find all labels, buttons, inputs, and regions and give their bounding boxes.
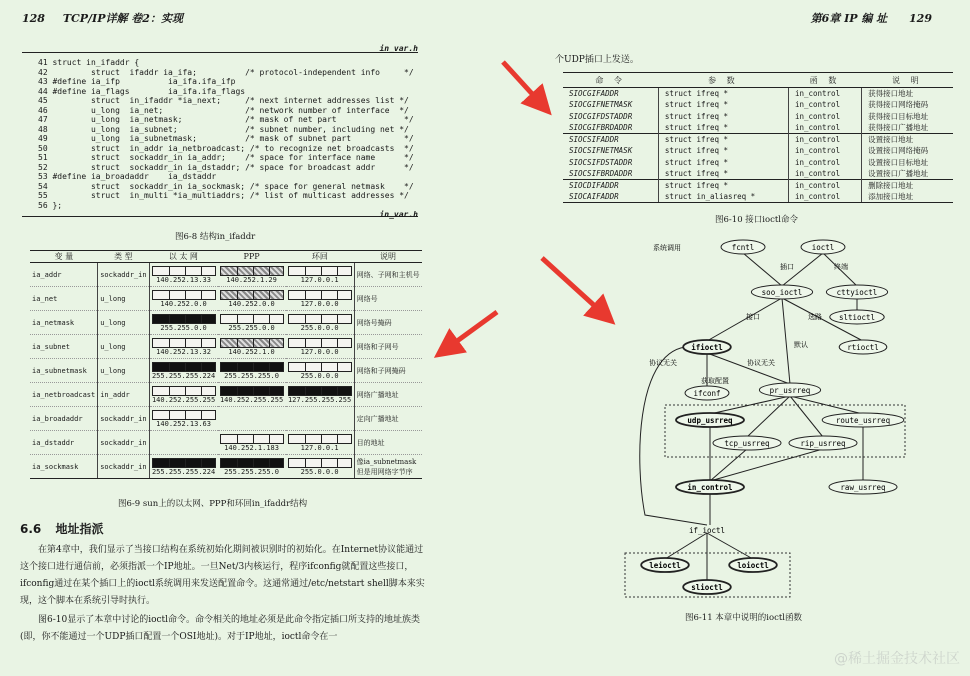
address-value: 255.255.255.224 — [151, 371, 216, 380]
var-name: ia_netbroadcast — [30, 383, 98, 407]
var-name: ia_addr — [30, 263, 98, 287]
address-value: 140.252.13.32 — [156, 347, 211, 356]
fig6-10-row — [563, 134, 953, 146]
var-description: 像ia_subnetmask 但是用网络字节序 — [354, 455, 422, 479]
address-value: 140.252.13.63 — [156, 419, 211, 428]
var-type: u_long — [98, 311, 149, 335]
code-line: 52 struct sockaddr_in ia_dstaddr; /* space for broadcast addr */ — [38, 162, 414, 172]
ioctl-function: in_control — [788, 180, 861, 192]
address-box — [288, 290, 352, 308]
ioctl-description: 删除接口地址 — [862, 180, 953, 192]
code-line: 51 struct sockaddr_in ia_addr; /* space for interface name */ — [38, 153, 414, 162]
fig6-9-row — [30, 407, 422, 431]
address-bytes — [220, 266, 284, 276]
watermark: @稀土掘金技术社区 — [834, 651, 960, 667]
fig6-10-row — [563, 99, 953, 111]
in_control-label: in_control — [687, 483, 733, 492]
address-bytes — [220, 338, 284, 348]
fig6-9-row — [30, 335, 422, 359]
fig6-10-header: 参 数 — [658, 73, 788, 88]
address-bytes — [220, 290, 284, 300]
right-page — [485, 0, 970, 676]
address-bytes — [152, 266, 216, 276]
section-number: 6.6 — [20, 522, 42, 536]
paragraph-2: 图6-10显示了本章中讨论的ioctl命令。命令相关的地址必须是此命令指定插口所支持的地址族类(即，你不能通过一个UDP插口配置一个OSI地址)。对于IP地址，ioctl命令在一 — [20, 615, 421, 642]
fig6-9-header: 说明 — [354, 251, 422, 263]
address-bytes — [220, 386, 284, 396]
if_ioctl-label: if_ioctl — [688, 526, 726, 535]
edge-sock-label: 插口 — [780, 263, 794, 271]
var-description: 网络号 — [354, 287, 422, 311]
address-bytes — [288, 386, 352, 396]
ioctl-command: SIOCSIFNETMASK — [569, 146, 633, 156]
fig6-9-row — [30, 287, 422, 311]
ioctl-argument: struct ifreq * — [658, 145, 788, 157]
address-bytes — [220, 362, 284, 372]
code-line: 53 #define ia_broadaddr ia_dstaddr — [38, 172, 217, 181]
tcp_usrreq-label: tcp_usrreq — [724, 439, 770, 448]
var-description: 网络广播地址 — [354, 383, 422, 407]
address-bytes — [288, 434, 352, 444]
address-bytes — [152, 338, 216, 348]
address-value: 255.255.255.0 — [224, 371, 279, 380]
var-name: ia_subnetmask — [30, 359, 98, 383]
edge-soo_ioctl-pr_usrreq — [782, 298, 790, 384]
ioctl-description: 设置接口地址 — [862, 134, 953, 146]
syscall-label: 系统调用 — [653, 244, 681, 252]
ifconf-label: ifconf — [693, 389, 721, 398]
page-number: 128 — [22, 12, 45, 25]
address-value: 127.0.0.1 — [300, 275, 339, 284]
address-bytes — [152, 386, 216, 396]
ioctl-argument: struct ifreq * — [658, 168, 788, 180]
ioctl-command: SIOCAIFADDR — [563, 191, 658, 203]
address-bytes — [288, 314, 352, 324]
edge-term-label: 终端 — [834, 263, 848, 271]
fig6-10-row — [563, 168, 953, 180]
slioctl-label: slioctl — [691, 583, 723, 592]
ioctl-argument: struct ifreq * — [658, 111, 788, 123]
fig6-10-header: 命 令 — [563, 73, 658, 88]
ioctl-description: 获得接口网络掩码 — [862, 99, 953, 111]
ioctl-argument: struct in_aliasreq * — [658, 191, 788, 203]
var-description: 网络号掩码 — [354, 311, 422, 335]
fcntl-label: fcntl — [731, 243, 755, 252]
code-line: 46 u_long ia_net; /* network number of interface */ — [38, 105, 409, 115]
var-description: 网络、子网和主机号 — [354, 263, 422, 287]
ioctl-description: 获得接口地址 — [862, 88, 953, 100]
ioctl-argument: struct ifreq * — [658, 157, 788, 169]
code-bottom-rule — [22, 216, 418, 217]
address-value: 127.0.0.0 — [300, 299, 339, 308]
fig6-10-row — [563, 180, 953, 192]
address-value: 255.255.255.224 — [151, 467, 216, 476]
fig6-10-caption: 图6-10 接口ioctl命令 — [715, 215, 799, 225]
fig6-11-caption: 图6-11 本章中说明的ioctl函数 — [685, 613, 803, 623]
ioctl-command: SIOCSIFBRDADDR — [569, 169, 633, 178]
code-line: 44 #define ia_flags ia_ifa.ifa_flags — [38, 86, 246, 96]
code-line: 45 struct in_ifaddr *ia_next; /* next internet addresses list */ — [38, 96, 409, 105]
var-name: ia_netmask — [30, 311, 98, 335]
address-box — [288, 314, 352, 332]
address-bytes — [288, 290, 352, 300]
var-description: 定向广播地址 — [354, 407, 422, 431]
fig6-9-header: 变 量 — [30, 251, 98, 263]
edge-route-label: 选路 — [808, 313, 822, 321]
fig6-9-row — [30, 311, 422, 335]
fig6-9-row — [30, 455, 422, 479]
fig6-10-table — [563, 72, 953, 203]
fig6-10-header: 函 数 — [788, 73, 861, 88]
address-value: 140.252.1.183 — [224, 443, 279, 452]
address-bytes — [288, 338, 352, 348]
edge-if_ioctl-loioctl — [707, 533, 753, 559]
edge-pr_usrreq-tcp_usrreq — [747, 396, 790, 437]
fig6-10-row — [563, 122, 953, 134]
address-box — [152, 338, 216, 356]
soo_ioctl-label: soo_ioctl — [761, 288, 803, 297]
var-type: u_long — [98, 335, 149, 359]
address-box — [152, 458, 216, 476]
address-bytes — [288, 458, 352, 468]
edge-proto_indep-label: 协议无关 — [649, 359, 677, 367]
ioctl-function: in_control — [788, 88, 861, 100]
ioctl-label: ioctl — [811, 243, 835, 252]
fig6-9-header: 类 型 — [98, 251, 149, 263]
address-value: 127.0.0.0 — [300, 347, 339, 356]
address-box — [220, 362, 284, 380]
address-bytes — [220, 458, 284, 468]
address-bytes — [220, 434, 284, 444]
sltioctl-label: sltioctl — [838, 313, 876, 322]
ioctl-description: 设置接口广播地址 — [862, 168, 953, 180]
rip_usrreq-label: rip_usrreq — [800, 439, 846, 448]
fig6-9-header: 以 太 网 — [149, 251, 218, 263]
var-type: u_long — [98, 287, 149, 311]
raw_usrreq-label: raw_usrreq — [840, 483, 886, 492]
fig6-9-header: PPP — [218, 251, 286, 263]
address-value: 140.252.1.29 — [226, 275, 277, 284]
edge-if_ioctl-leioctl — [665, 533, 707, 559]
var-description: 网络和子网掩码 — [354, 359, 422, 383]
address-bytes — [288, 362, 352, 372]
ioctl-command: SIOCGIFBRDADDR — [569, 123, 633, 132]
ioctl-argument: struct ifreq * — [658, 99, 788, 111]
var-name: ia_subnet — [30, 335, 98, 359]
ioctl-command: SIOCGIFNETMASK — [569, 100, 633, 110]
ioctl-argument: struct ifreq * — [658, 88, 788, 100]
address-value: 255.255.0.0 — [160, 323, 207, 332]
edge-soo_ioctl-ifioctl — [707, 298, 782, 341]
address-box — [220, 434, 284, 452]
ioctl-command: SIOCSIFADDR — [563, 134, 658, 146]
address-box — [288, 362, 352, 380]
ioctl-function: in_control — [788, 99, 861, 111]
ioctl-argument: struct ifreq * — [658, 180, 788, 192]
code-top-rule — [22, 52, 418, 53]
address-bytes — [152, 290, 216, 300]
ifioctl-label: ifioctl — [691, 343, 723, 352]
address-value: 140.252.255.255 — [219, 395, 284, 404]
chapter-title: 第6章 IP 编 址 — [810, 12, 888, 25]
var-type: in_addr — [98, 383, 149, 407]
code-filename-top: in_var.h — [379, 44, 418, 53]
address-box — [220, 458, 284, 476]
address-value: 255.255.0.0 — [228, 323, 275, 332]
address-value: 255.0.0.0 — [300, 323, 339, 332]
var-name: ia_sockmask — [30, 455, 98, 479]
fig6-10-row — [563, 88, 953, 100]
ioctl-function: in_control — [788, 134, 861, 146]
edge-iface-label: 接口 — [746, 313, 760, 321]
fig6-9-row — [30, 431, 422, 455]
code-line: 41 struct in_ifaddr { — [38, 58, 140, 67]
address-box — [288, 434, 352, 452]
address-box — [152, 362, 216, 380]
ioctl-description: 获得接口目标地址 — [862, 111, 953, 123]
ioctl-function: in_control — [788, 111, 861, 123]
ioctl-function: in_control — [788, 168, 861, 180]
page-number-right: 129 — [909, 12, 932, 25]
ioctl-command: SIOCGIFDSTADDR — [569, 111, 633, 121]
var-type: sockaddr_in — [98, 263, 149, 287]
page-header-right — [811, 10, 932, 26]
address-box — [152, 386, 216, 404]
address-box — [220, 338, 284, 356]
var-name: ia_broadaddr — [30, 407, 98, 431]
code-line: 50 struct in_addr ia_netbroadcast; /* to recognize net broadcasts */ — [38, 143, 414, 153]
ioctl-function: in_control — [788, 191, 861, 203]
fig6-9-row — [30, 383, 422, 407]
address-box — [220, 314, 284, 332]
address-value: 140.252.0.0 — [228, 299, 275, 308]
edge-ifioctl-if_ioctl — [640, 347, 707, 525]
code-line: 49 u_long ia_subnetmask; /* mask of subnet part */ — [38, 134, 414, 143]
ioctl-function: in_control — [788, 157, 861, 169]
ioctl-command: SIOCDIFADDR — [563, 180, 658, 192]
address-box — [152, 314, 216, 332]
var-type: u_long — [98, 359, 149, 383]
code-line: 54 struct sockaddr_in ia_sockmask; /* space for general netmask */ — [38, 181, 414, 191]
address-box — [288, 458, 352, 476]
fig6-10-header: 说 明 — [862, 73, 953, 88]
edge-rip_usrreq-in_control — [710, 449, 823, 481]
ioctl-description: 设置接口目标地址 — [862, 157, 953, 169]
var-name: ia_net — [30, 287, 98, 311]
ioctl-function: in_control — [788, 122, 861, 134]
section-heading — [20, 520, 103, 537]
address-value: 255.0.0.0 — [300, 467, 339, 476]
loioctl-label: loioctl — [737, 561, 769, 570]
address-value: 127.0.0.1 — [300, 443, 339, 452]
address-box — [220, 386, 284, 404]
fig6-8-caption: 图6-8 结构in_ifaddr — [175, 232, 256, 242]
code-line: 42 struct ifaddr ia_ifa; /* protocol-independent info */ — [38, 67, 414, 77]
address-value: 140.252.255.255 — [151, 395, 216, 404]
address-box — [152, 290, 216, 308]
address-box — [220, 290, 284, 308]
fig6-9-header: 环回 — [286, 251, 355, 263]
address-bytes — [288, 266, 352, 276]
var-description: 网络和子网号 — [354, 335, 422, 359]
ioctl-command: SIOCSIFDSTADDR — [569, 157, 633, 167]
code-listing — [38, 58, 414, 210]
edge-default-label: 默认 — [794, 341, 808, 349]
address-box — [152, 266, 216, 284]
address-value: 127.255.255.255 — [287, 395, 352, 404]
address-bytes — [152, 410, 216, 420]
code-line: 43 #define ia_ifp ia_ifa.ifa_ifp — [38, 77, 236, 86]
ioctl-description: 设置接口网络掩码 — [862, 145, 953, 157]
address-box — [220, 266, 284, 284]
fig6-11-diagram — [485, 225, 970, 665]
page-header-left — [22, 10, 183, 26]
code-line: 47 u_long ia_netmask; /* mask of net part */ — [38, 115, 414, 124]
fig6-9-table — [30, 250, 422, 479]
code-filename-bottom: in_var.h — [379, 210, 418, 219]
address-box — [288, 386, 352, 404]
fig6-9-row — [30, 263, 422, 287]
address-bytes — [152, 362, 216, 372]
edge-pr_usrreq-rip_usrreq — [790, 396, 823, 437]
fig6-10-row — [563, 145, 953, 157]
ioctl-argument: struct ifreq * — [658, 122, 788, 134]
address-value: 140.252.13.33 — [156, 275, 211, 284]
ioctl-function: in_control — [788, 145, 861, 157]
book-title: TCP/IP详解 卷2：实现 — [62, 12, 183, 25]
address-bytes — [152, 458, 216, 468]
paragraph-1: 在第4章中，我们显示了当接口结构在系统初始化期间被识别时的初始化。在Internet协议能通过这个接口进行通信前，必须指派一个IP地址。一旦Net/3内核运行，程序ifconfig就配置这些接口，ifconfig通过在某个插口上的ioctl系统调用来发送配置命令。这通常通过/etc/netstart shell脚本来实现，这个脚本在系统引导时执行。 — [20, 545, 425, 606]
address-value: 140.252.1.0 — [228, 347, 275, 356]
code-line: 55 struct in_multi *ia_multiaddrs; /* list of multicast addresses */ — [38, 191, 409, 200]
address-value: 255.255.255.0 — [224, 467, 279, 476]
edge-fcntl-soo_ioctl — [743, 253, 782, 286]
leioctl-label: leioctl — [649, 561, 681, 570]
udp_usrreq-label: udp_usrreq — [687, 416, 733, 425]
var-name: ia_dstaddr — [30, 431, 98, 455]
address-box — [288, 266, 352, 284]
fig6-10-row — [563, 111, 953, 123]
cttyioctl-label: cttyioctl — [836, 288, 878, 297]
rtioctl-label: rtioctl — [847, 343, 879, 352]
fig6-9-caption: 图6-9 sun上的以太网、PPP和环回in_ifaddr结构 — [118, 499, 308, 509]
var-type: sockaddr_in — [98, 431, 149, 455]
address-bytes — [220, 314, 284, 324]
code-line: 48 u_long ia_subnet; /* subnet number, including net */ — [38, 124, 409, 134]
ioctl-description: 添加接口地址 — [862, 191, 953, 203]
fig6-10-row — [563, 157, 953, 169]
var-type: sockaddr_in — [98, 455, 149, 479]
fig6-9-row — [30, 359, 422, 383]
pr_usrreq-label: pr_usrreq — [769, 386, 811, 395]
fig6-10-row — [563, 191, 953, 203]
edge-getconf-label: 获取配置 — [701, 377, 729, 385]
address-bytes — [152, 314, 216, 324]
address-box — [288, 338, 352, 356]
code-line: 56 }; — [38, 200, 63, 210]
ioctl-description: 获得接口广播地址 — [862, 122, 953, 134]
edge-proto_dep-label: 协议无关 — [747, 359, 775, 367]
var-description: 目的地址 — [354, 431, 422, 455]
var-type: sockaddr_in — [98, 407, 149, 431]
section-title: 地址指派 — [55, 522, 104, 536]
route_usrreq-label: route_usrreq — [835, 416, 891, 425]
ioctl-argument: struct ifreq * — [658, 134, 788, 146]
address-value: 140.252.0.0 — [160, 299, 207, 308]
address-box — [152, 410, 216, 428]
address-value: 255.0.0.0 — [300, 371, 339, 380]
ioctl-command: SIOCGIFADDR — [563, 88, 658, 100]
continued-line: 个UDP插口上发送。 — [555, 55, 639, 65]
